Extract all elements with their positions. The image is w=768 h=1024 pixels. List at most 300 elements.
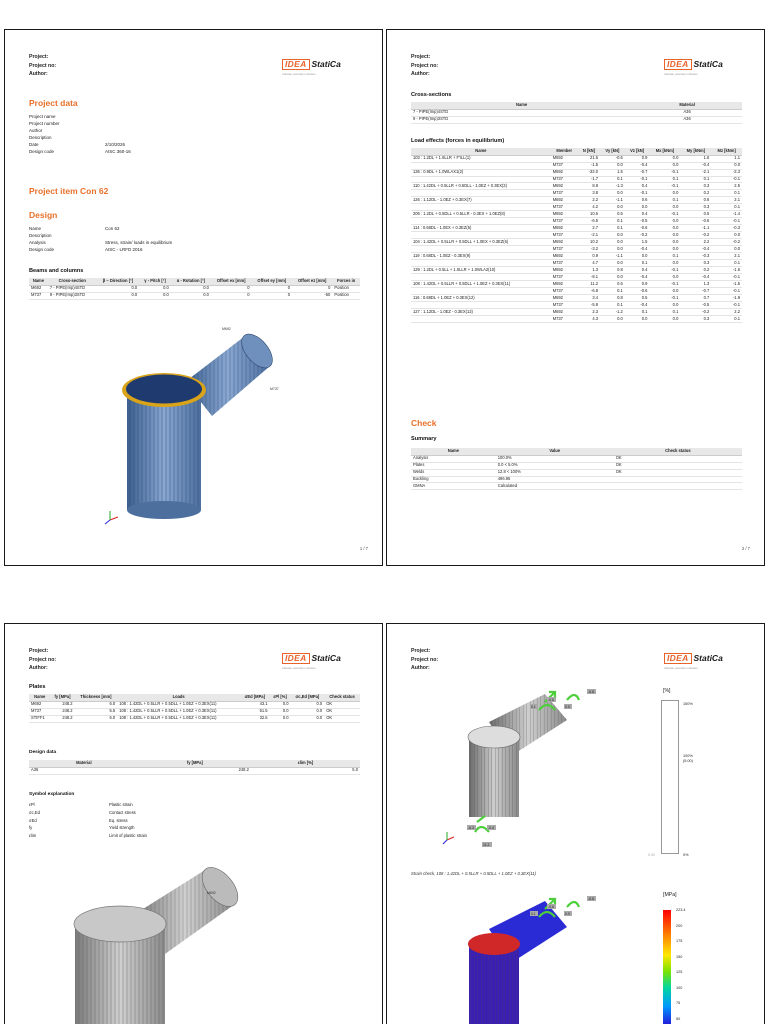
project-label: Project: [29, 54, 49, 60]
project-data-item-value: 2/10/2026 [105, 141, 126, 147]
table-cell [411, 218, 551, 225]
stress-color-scale [663, 910, 671, 1024]
force-label: -0.4 [488, 826, 494, 830]
table-cell: 7 - PIPE(Imp)4STD [411, 109, 632, 116]
table-row [411, 109, 742, 116]
table-cell: 0.1 [649, 253, 680, 260]
column-header: Vy [kN] [600, 148, 625, 155]
table-cell [411, 232, 551, 239]
project-label: Project: [411, 54, 431, 60]
table-cell: -0.2 [711, 239, 742, 246]
table-cell: 32.6 [240, 715, 270, 722]
project-no-label: Project no: [411, 62, 439, 69]
table-cell: OK [324, 701, 360, 708]
table-cell: -0.3 [711, 225, 742, 232]
table-row [411, 483, 742, 490]
table-cell: 0.0 [649, 288, 680, 295]
force-label: -0.6 [548, 905, 554, 909]
plates-title: Plates [29, 684, 46, 690]
design-item-key: Design code [29, 246, 55, 252]
table-header-row [411, 102, 742, 109]
idea-statica-logo: IDEA StatiCa Calculate yesterday's estimates [664, 653, 723, 670]
table-cell: -0.1 [649, 281, 680, 288]
column-header: Offset ex [mm] [211, 278, 252, 285]
table-cell: -0.1 [711, 301, 742, 308]
column-header: Name [29, 278, 48, 285]
table-cell: -0.6 [600, 155, 625, 162]
table-cell: -0.3 [680, 253, 711, 260]
table-cell: 0 [211, 292, 252, 299]
table-cell: 0.0 [649, 162, 680, 169]
design-item-value: Con 62 [105, 226, 120, 231]
table-cell: -0.1 [711, 274, 742, 281]
table-cell: Analysis [411, 455, 496, 462]
table-cell: -1.1 [680, 225, 711, 232]
symbol-description: Limit of plastic strain [109, 833, 147, 839]
table-cell: 1.1 [711, 155, 742, 162]
table-cell [411, 288, 551, 295]
symbol-description: Contact stress [109, 809, 136, 815]
table-cell [614, 483, 742, 490]
table-cell: M692 [29, 285, 48, 292]
stress-tick-label: 50 [676, 1016, 681, 1021]
table-cell: 0.0 [270, 708, 291, 715]
column-header: Mx [kNm] [649, 148, 680, 155]
project-data-item-key: Project name [29, 114, 56, 119]
table-cell: M692 [551, 211, 578, 218]
table-cell: 0.1 [600, 176, 625, 183]
project-data-item-key: Date [29, 141, 39, 147]
table-cell: -0.4 [625, 246, 650, 253]
symbol-item [29, 801, 147, 809]
table-cell: 0.0 [625, 253, 650, 260]
table-cell: 1.6 [680, 155, 711, 162]
stress-tick-label: 100 [676, 985, 683, 990]
table-cell: M692 [551, 267, 578, 274]
table-row [411, 204, 742, 211]
design-title: Design [29, 210, 58, 220]
table-cell [614, 476, 742, 483]
column-header: fy [MPa] [139, 760, 251, 767]
strain-tick-max: 150% [683, 702, 693, 706]
column-header: Offset ez [mm] [292, 278, 332, 285]
table-row [29, 292, 360, 299]
check-title: Check [411, 418, 437, 428]
table-cell: 0.9 [625, 281, 650, 288]
table-header-row [29, 694, 360, 701]
design-data-table [29, 760, 360, 775]
table-row [411, 116, 742, 123]
table-cell: 0.0 [600, 190, 625, 197]
table-cell: M692 [551, 155, 578, 162]
table-cell: 4.3 [578, 315, 600, 322]
table-cell: M737 [551, 301, 578, 308]
table-cell: 0.1 [711, 315, 742, 322]
table-cell: M737 [551, 315, 578, 322]
table-cell: 0.7 [680, 294, 711, 301]
force-label: 0.1 [531, 705, 536, 709]
project-data-item [29, 135, 131, 142]
table-cell: 0.0 [649, 190, 680, 197]
symbol-key: σc,Ed [29, 809, 40, 815]
connection-3d-view [100, 320, 300, 535]
member-label-top: M692 [222, 327, 231, 331]
table-cell: -0.5 [680, 301, 711, 308]
project-data-item-key: Description [29, 134, 52, 140]
author-label: Author: [29, 71, 48, 77]
table-cell: -0.4 [680, 246, 711, 253]
table-cell: 51.5 [240, 708, 270, 715]
table-cell: 3.4 [578, 294, 600, 301]
table-cell: -0.1 [649, 294, 680, 301]
strain-unit-label: [%] [663, 688, 671, 694]
column-header: Forces in [332, 278, 360, 285]
table-cell: 43.1 [240, 701, 270, 708]
table-cell: 0.1 [600, 218, 625, 225]
symbol-explanation-title: Symbol explanation [29, 792, 75, 797]
project-no-label: Project no: [411, 656, 439, 663]
table-cell [411, 176, 551, 183]
table-cell: 0.0 [291, 715, 325, 722]
table-cell: 0.0 [625, 204, 650, 211]
table-cell: 1.5 [600, 169, 625, 176]
table-cell: 126 : 1.12DL - 1.0EZ + 0.3EX(7) [411, 197, 551, 204]
column-header: Vz [kN] [625, 148, 650, 155]
table-cell: 0.0 [649, 274, 680, 281]
project-data-item [29, 142, 131, 149]
table-cell: 110 : 1.42DL + 0.5LLR + 0.5DLL - 1.0EZ + 0.3EX(3) [411, 183, 551, 190]
table-cell: -0.4 [680, 162, 711, 169]
stress-unit-label: [MPa] [663, 892, 677, 898]
table-cell: M737 [29, 708, 50, 715]
table-cell: 9 - PIPE(Imp)3STD [411, 116, 632, 123]
table-cell: 108 : 1.42DL + 0.5LLR + 0.5DLL + 1.0EZ + 0.3EX(11) [117, 701, 240, 708]
project-label: Project: [411, 648, 431, 654]
table-row [411, 469, 742, 476]
table-cell: 5.5 [75, 708, 118, 715]
column-header: Material [632, 102, 742, 109]
table-row [411, 211, 742, 218]
table-cell: 136 : 0.9DL + 1.0WLAX1(2) [411, 169, 551, 176]
design-item [29, 240, 172, 247]
table-cell: 0.1 [600, 225, 625, 232]
stress-tick-label: 150 [676, 954, 683, 959]
table-cell: 0.0 [649, 218, 680, 225]
table-row [29, 285, 360, 292]
table-cell: -6.5 [578, 218, 600, 225]
axis-triad-icon [443, 832, 454, 844]
project-data-item [29, 149, 131, 156]
table-cell: -0.2 [680, 308, 711, 315]
table-cell: -0.7 [680, 288, 711, 295]
table-row [411, 162, 742, 169]
table-cell [411, 301, 551, 308]
table-cell: 0.1 [625, 308, 650, 315]
table-cell: M692 [551, 308, 578, 315]
table-cell: -0.4 [625, 274, 650, 281]
table-cell: 8.8 [578, 183, 600, 190]
table-cell: -1.9 [711, 294, 742, 301]
column-header: Name [411, 102, 632, 109]
column-header: Name [29, 694, 50, 701]
column-header: σEd [MPa] [240, 694, 270, 701]
table-cell: 248.2 [139, 767, 251, 774]
table-cell: 100.0% [496, 455, 614, 462]
table-cell: 0.1 [649, 308, 680, 315]
table-cell: 0.9 [578, 253, 600, 260]
table-cell: -0.1 [711, 176, 742, 183]
table-row [29, 715, 360, 722]
table-cell: 2.1 [711, 197, 742, 204]
page-header [411, 647, 438, 673]
table-cell: M692 [551, 225, 578, 232]
table-row [411, 301, 742, 308]
table-row [411, 232, 742, 239]
table-cell: A36 [632, 109, 742, 116]
table-cell: M692 [551, 197, 578, 204]
table-cell: 0.0 [649, 301, 680, 308]
design-list [29, 226, 172, 254]
table-cell: -2.1 [680, 169, 711, 176]
plates-table [29, 694, 360, 723]
table-cell: 0.0 [291, 701, 325, 708]
table-cell: 248.2 [50, 708, 74, 715]
table-cell: 2.1 [711, 253, 742, 260]
table-cell: M737 [29, 292, 48, 299]
table-cell: 0.0 [600, 162, 625, 169]
page-header [411, 53, 438, 79]
table-row [411, 253, 742, 260]
table-cell: 104 : 1.42DL + 0.5LLR + 0.5DLL + 1.0EX + 0.3EZ(6) [411, 239, 551, 246]
table-cell: STIFF1 [29, 715, 50, 722]
table-cell: Welds [411, 469, 496, 476]
cross-sections-title: Cross-sections [411, 92, 452, 98]
page-number: 2 / 7 [741, 546, 750, 551]
table-cell: -1.3 [600, 183, 625, 190]
table-cell: 0.6 [600, 281, 625, 288]
table-cell: -0.1 [649, 267, 680, 274]
table-cell: 3.8 [578, 190, 600, 197]
table-row [411, 190, 742, 197]
column-header: Cross-section [48, 278, 97, 285]
table-cell: 0.0 [600, 315, 625, 322]
strain-check-caption: Strain check, 108 : 1.42DL + 0.5LLR + 0.5DLL + 1.0EZ + 0.3EX(11) [411, 871, 537, 876]
table-cell: 0.3 [680, 183, 711, 190]
table-cell: 0 [251, 292, 292, 299]
table-cell: OK [614, 469, 742, 476]
table-cell: 0.0 [711, 232, 742, 239]
table-cell: 0.0 [649, 225, 680, 232]
symbol-item [29, 832, 147, 840]
table-cell: -1.4 [711, 211, 742, 218]
strain-zero-value: 0.00 [648, 853, 655, 857]
stress-tick-label: 75 [676, 1001, 681, 1005]
table-cell: 0.0 [600, 239, 625, 246]
design-item-key: Analysis [29, 239, 46, 245]
table-cell: 0.0 [97, 285, 140, 292]
project-data-item-key: Author [29, 127, 43, 133]
table-cell: -1.5 [578, 162, 600, 169]
project-data-item-value: AISC 360-16 [105, 148, 131, 154]
table-cell: 0.1 [680, 176, 711, 183]
table-cell: 6.0 [75, 701, 118, 708]
table-cell: M737 [551, 288, 578, 295]
table-cell: 0.0 [291, 708, 325, 715]
beams-table [29, 278, 360, 300]
report-page-1 [4, 29, 383, 566]
column-header: εlim [%] [251, 760, 360, 767]
project-data-list [29, 114, 131, 155]
symbol-item [29, 809, 147, 817]
column-header: Check status [324, 694, 360, 701]
table-header-row [29, 760, 360, 767]
design-item [29, 247, 172, 254]
table-cell: 116 : 0.68DL + 1.0EZ + 0.3EX(12) [411, 294, 551, 301]
table-row [411, 176, 742, 183]
table-cell: -8.1 [578, 274, 600, 281]
author-label: Author: [29, 665, 48, 671]
column-header: My [kNm] [680, 148, 711, 155]
force-label: 0.0 [565, 912, 570, 916]
main-pipe [122, 373, 206, 519]
table-header-row [411, 448, 742, 455]
table-cell: Position [332, 292, 360, 299]
symbol-description: Plastic strain [109, 802, 133, 807]
table-cell: 0.8 [600, 294, 625, 301]
table-row [29, 701, 360, 708]
table-cell: 0.4 [625, 211, 650, 218]
table-cell: 2.3 [578, 308, 600, 315]
design-item-value: AISC - LRFD 2016 [105, 246, 143, 252]
table-cell: 9 - PIPE(Imp)3STD [48, 292, 97, 299]
table-cell: 0.5 [680, 211, 711, 218]
force-label: -0.6 [548, 698, 554, 702]
table-row [411, 225, 742, 232]
table-cell: 1.3 [680, 281, 711, 288]
table-cell: 11.2 [578, 281, 600, 288]
table-cell: -1.2 [600, 308, 625, 315]
force-label: 11.2 [483, 843, 490, 847]
symbol-item [29, 817, 147, 825]
table-row [29, 708, 360, 715]
table-cell: 0.4 [625, 183, 650, 190]
table-cell: 0.1 [711, 260, 742, 267]
table-cell: M737 [551, 274, 578, 281]
project-data-title: Project data [29, 98, 78, 108]
table-cell: M692 [551, 281, 578, 288]
table-cell: 0.0 [139, 292, 171, 299]
table-cell: M692 [551, 239, 578, 246]
table-row [411, 476, 742, 483]
table-row [29, 767, 360, 774]
idea-statica-logo: IDEA StatiCa Calculate yesterday's estimates [282, 59, 341, 76]
table-cell: 0.0 [270, 701, 291, 708]
symbol-description: Eq. stress [109, 817, 128, 823]
table-row [411, 294, 742, 301]
table-cell: 0.0 [649, 155, 680, 162]
table-cell: 2.2 [711, 308, 742, 315]
table-cell: M692 [29, 701, 50, 708]
table-cell: 0.0 [649, 204, 680, 211]
table-cell: 127 : 1.12DL - 1.0EZ - 0.3EX(13) [411, 308, 551, 315]
column-header: Member [551, 148, 578, 155]
table-row [411, 239, 742, 246]
table-cell: 0 [251, 285, 292, 292]
table-cell [411, 274, 551, 281]
table-cell: 108 : 1.42DL + 0.5LLR + 0.5DLL + 1.0EZ + 0.3EX(11) [117, 708, 240, 715]
table-cell: 0.0 [97, 292, 140, 299]
connection-3d-view-gray [65, 864, 305, 1024]
table-row [411, 169, 742, 176]
table-cell: Position [332, 285, 360, 292]
report-page-3 [4, 623, 383, 1024]
table-row [411, 155, 742, 162]
page-number: 1 / 7 [359, 546, 368, 551]
project-data-item-key: Project number [29, 120, 60, 126]
table-cell: 0.3 [680, 315, 711, 322]
strain-scale-bar [661, 700, 679, 854]
project-item-title: Project item Con 62 [29, 186, 109, 196]
table-cell: M737 [551, 176, 578, 183]
force-label: 0.1 [531, 912, 536, 916]
symbol-key: σEd [29, 817, 37, 823]
table-row [411, 315, 742, 322]
table-row [411, 462, 742, 469]
symbol-key: εPl [29, 802, 35, 807]
table-cell: 0.0 [711, 246, 742, 253]
page-header [29, 647, 56, 673]
table-cell: M737 [551, 190, 578, 197]
table-cell: 0.0 [600, 232, 625, 239]
table-cell: -0.6 [625, 225, 650, 232]
column-header: Thickness [mm] [75, 694, 118, 701]
table-cell: M692 [551, 169, 578, 176]
table-cell: 1.3 [578, 267, 600, 274]
force-label: 0.0 [565, 705, 570, 709]
table-cell: 0.0 [600, 246, 625, 253]
table-row [411, 274, 742, 281]
table-cell: 2.7 [578, 225, 600, 232]
column-header: Check status [614, 448, 742, 455]
beams-columns-title: Beams and columns [29, 268, 84, 274]
table-cell: 119 : 0.68DL - 1.0EZ - 0.3EX(9) [411, 253, 551, 260]
design-item-key: Name [29, 226, 42, 231]
table-cell: 248.2 [50, 701, 74, 708]
table-cell: 0.1 [711, 204, 742, 211]
table-cell [411, 246, 551, 253]
table-cell: -3.2 [578, 246, 600, 253]
design-item-key: Description [29, 232, 52, 238]
table-cell: 0.0 [625, 315, 650, 322]
project-data-item [29, 128, 131, 135]
table-cell: M692 [551, 294, 578, 301]
table-cell: 21.5 [578, 155, 600, 162]
table-cell: -0.6 [680, 218, 711, 225]
table-row [411, 281, 742, 288]
table-cell: 1.5 [625, 239, 650, 246]
table-cell: -1.6 [711, 267, 742, 274]
column-header: Loads [117, 694, 240, 701]
summary-title: Summary [411, 436, 437, 442]
table-cell: 0.0 [171, 292, 211, 299]
table-cell: Plates [411, 462, 496, 469]
load-effects-table [411, 148, 742, 323]
table-cell: -0.2 [625, 232, 650, 239]
table-cell: -0.7 [625, 169, 650, 176]
table-cell: 0.8 [600, 267, 625, 274]
stress-check-view [427, 889, 627, 1024]
column-header: fy [MPa] [50, 694, 74, 701]
